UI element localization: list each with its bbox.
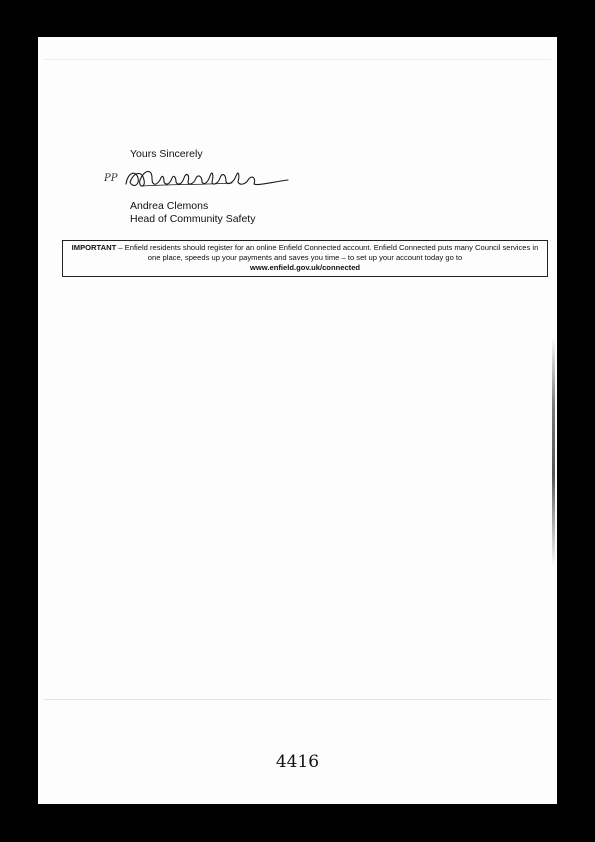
important-label: IMPORTANT <box>71 243 117 252</box>
signer-block <box>130 200 255 226</box>
signer-name: Andrea Clemons <box>130 200 209 212</box>
scan-artifact-top <box>44 59 551 60</box>
closing-salutation: Yours Sincerely <box>130 148 203 160</box>
letter-page <box>38 37 557 804</box>
signer-title: Head of Community Safety <box>130 213 256 225</box>
pp-mark: PP <box>104 173 118 184</box>
notice-url-link[interactable]: www.enfield.gov.uk/connected <box>249 263 361 272</box>
page-number: 4416 <box>275 752 320 772</box>
handwritten-signature-icon <box>122 164 292 194</box>
scan-artifact-edge <box>552 337 555 567</box>
scan-artifact-bottom <box>44 699 551 700</box>
important-notice-box <box>62 240 548 277</box>
notice-text: – Enfield residents should register for an online Enfield Connected account. Enfield Connected puts many Council services in one place, speeds up your payments and saves you time – to set up your account today go to <box>116 243 539 262</box>
signature-block <box>104 164 304 194</box>
